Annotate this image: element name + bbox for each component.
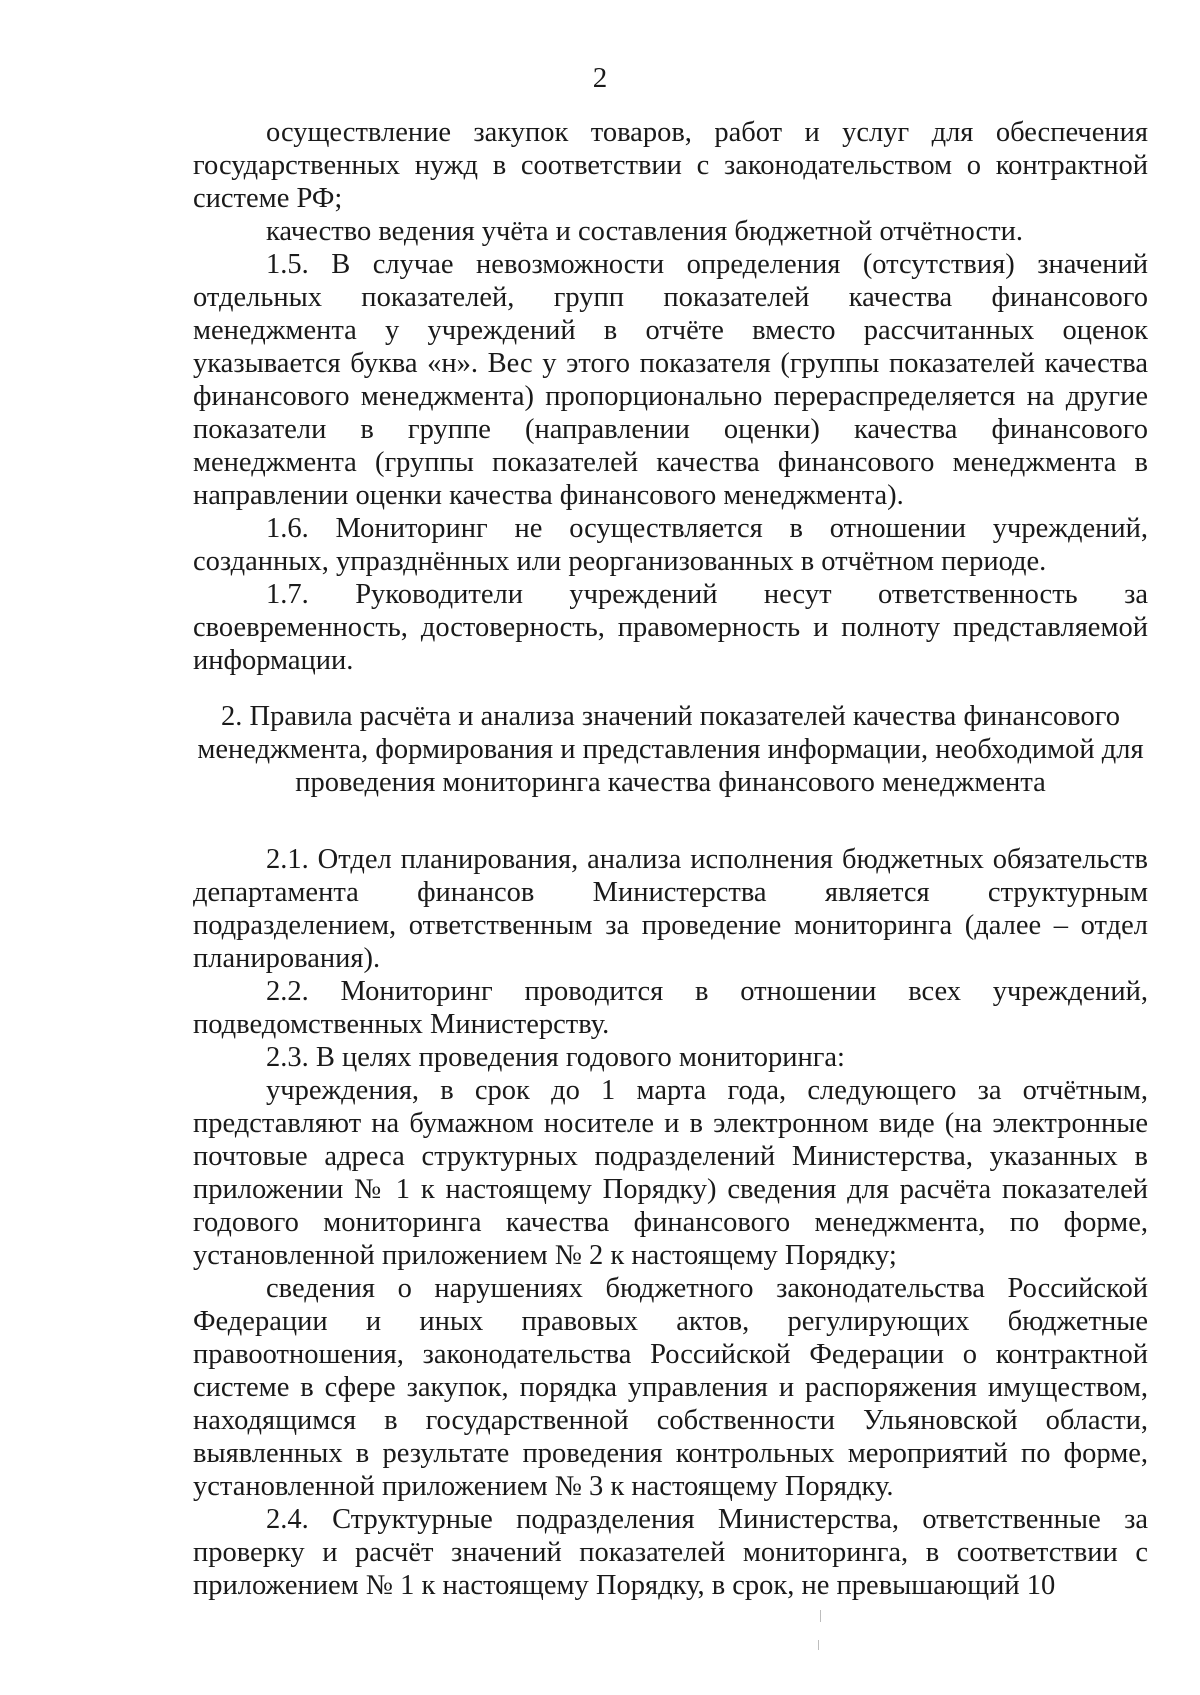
section-2-body [193, 843, 1148, 1602]
paragraph-violations-info: сведения о нарушениях бюджетного законодательства Российской Федерации и иных правовых актов, регулирующих бюджетные правоотношения, законодательства Российской Федерации о контрактной системе в сфере закупок, порядка управления и распоряжения имуществом, находящимся в государственной собственности Ульяновской области, выявленных в результате проведения контрольных мероприятий по форме, установленной приложением № 3 к настоящему Порядку. [193, 1273, 1148, 1502]
paragraph-1-6: 1.6. Мониторинг не осуществляется в отношении учреждений, созданных, упразднённых или реорганизованных в отчётном периоде. [193, 513, 1148, 577]
paragraph-1-7: 1.7. Руководители учреждений несут ответственность за своевременность, достоверность, правомерность и полноту представляемой информации. [193, 579, 1148, 676]
section-2-heading-line: проведения мониторинга качества финансового менеджмента [295, 767, 1046, 798]
paragraph-2-2: 2.2. Мониторинг проводится в отношении всех учреждений, подведомственных Министерству. [193, 976, 1148, 1040]
paragraph-accounting-quality: качество ведения учёта и составления бюджетной отчётности. [266, 216, 1024, 247]
paragraph-1-5: 1.5. В случае невозможности определения (отсутствия) значений отдельных показателей, групп показателей качества финансового менеджмента у учреждений в отчёте вместо рассчитанных оценок указывается буква «н». Вес у этого показателя (группы показателей качества финансового менеджмента) пропорционально перераспределяется на другие показатели в группе (направлении оценки) качества финансового менеджмента (группы показателей качества финансового менеджмента в направлении оценки качества финансового менеджмента). [193, 249, 1148, 511]
paragraph-institutions-submit: учреждения, в срок до 1 марта года, следующего за отчётным, представляют на бумажном носителе и в электронном виде (на электронные почтовые адреса структурных подразделений Министерства, указанных в приложении № 1 к настоящему Порядку) сведения для расчёта показателей годового мониторинга качества финансового менеджмента, по форме, установленной приложением № 2 к настоящему Порядку; [193, 1075, 1148, 1271]
paragraph-procurement: осуществление закупок товаров, работ и услуг для обеспечения государственных нужд в соответствии с законодательством о контрактной системе РФ; [193, 117, 1148, 214]
paragraph-2-1: 2.1. Отдел планирования, анализа исполнения бюджетных обязательств департамента финансов Министерства является структурным подразделением, ответственным за проведение мониторинга (далее – отдел планирования). [193, 844, 1148, 974]
section-2-heading-line: менеджмента, формирования и представления информации, необходимой для [197, 734, 1144, 765]
paragraph-2-3: 2.3. В целях проведения годового мониторинга: [266, 1042, 845, 1073]
scan-artifact-mark [820, 1610, 821, 1622]
section-2-heading-line: 2. Правила расчёта и анализа значений показателей качества финансового [221, 701, 1120, 732]
section-2-heading [193, 700, 1148, 799]
section-1-body [193, 116, 1148, 677]
paragraph-2-4: 2.4. Структурные подразделения Министерства, ответственные за проверку и расчёт значений показателей мониторинга, в соответствии с приложением № 1 к настоящему Порядку, в срок, не превышающий 10 [193, 1504, 1148, 1601]
scan-artifact-mark [818, 1640, 819, 1650]
page-number: 2 [592, 62, 608, 94]
